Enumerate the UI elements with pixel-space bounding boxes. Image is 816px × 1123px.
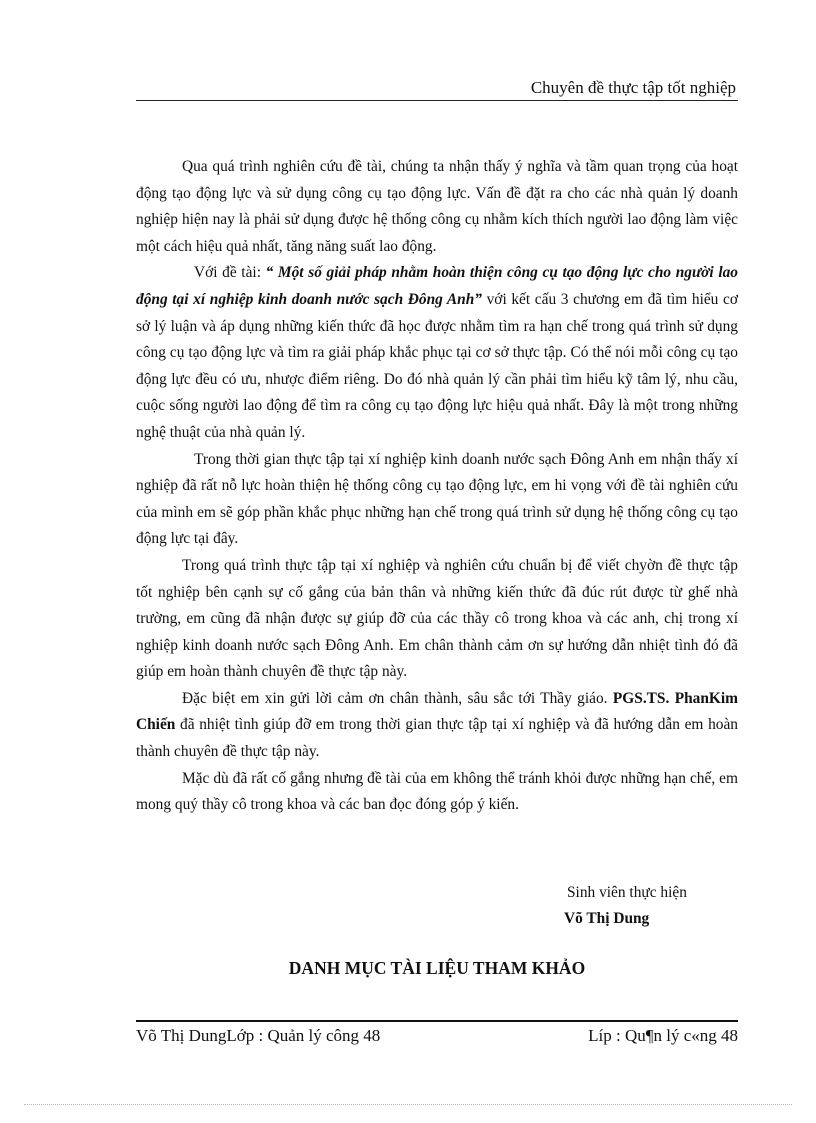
thesis-title: “ Một số giải pháp nhằm hoàn thiện công cụ tạo động lực cho người lao động tại xí nghiệp kinh doanh nước sạch Đông Anh” [136,264,739,308]
paragraph-2-intro: Với đề tài: [194,264,266,282]
signature-block [136,880,738,932]
document-body [136,154,738,819]
page-footer [136,1020,738,1045]
page-edge-divider [24,1104,792,1105]
paragraph-2-rest: với kết cấu 3 chương em đã tìm hiểu cơ sở lý luận và áp dụng những kiến thức đã học được nhằm tìm ra hạn chế trong quá trình sử dụng công cụ tạo động lực và tìm ra giải pháp khắc phục tại cơ sở thực tập. Có thể nói mỗi công cụ tạo động lực đều có ưu, nhược điểm riêng. Do đó nhà quản lý cần phải tìm hiểu kỹ tâm lý, nhu cầu, cuộc sống người lao động để tìm ra công cụ tạo động lực hiệu quả nhất. Đây là một trong những nghệ thuật của nhà quản lý. [136,290,738,441]
paragraph-5 [136,686,738,766]
advisor-name: PGS.TS. PhanKim Chiến [136,689,738,734]
paragraph-5-intro: Đặc biệt em xin gửi lời cảm ơn chân thành, sâu sắc tới Thầy giáo. [182,689,613,707]
references-heading: DANH MỤC TÀI LIỆU THAM KHẢO [288,958,586,978]
footer-right: Líp : Qu¶n lý c«ng 48 [588,1026,738,1045]
signature-role: Sinh viên thực hiện [567,884,687,901]
paragraph-3: Trong thời gian thực tập tại xí nghiệp kinh doanh nước sạch Đông Anh em nhận thấy xí nghiệp đã rất nỗ lực hoàn thiện hệ thống công cụ tạo động lực, em hi vọng với đề tài nghiên cứu của mình em sẽ góp phần khắc phục những hạn chế trong quá trình sử dụng hệ thống công cụ tạo động lực tại đây. [136,450,738,548]
header-title: Chuyên đề thực tập tốt nghiệp [530,78,736,97]
paragraph-1: Qua quá trình nghiên cứu đề tài, chúng ta nhận thấy ý nghĩa và tầm quan trọng của hoạt động tạo động lực và sử dụng công cụ tạo động lực. Vấn đề đặt ra cho các nhà quản lý doanh nghiệp hiện nay là phải sử dụng được hệ thống công cụ nhằm kích thích người lao động làm việc một cách hiệu quả nhất, tăng năng suất lao động. [136,158,738,255]
signature-name: Võ Thị Dung [564,910,650,927]
paragraph-2 [136,260,738,446]
paragraph-6: Mặc dù đã rất cố gắng nhưng đề tài của em không thể tránh khỏi được những hạn chế, em mong quý thầy cô trong khoa và các ban đọc đóng góp ý kiến. [136,769,738,814]
paragraph-5-rest: đã nhiệt tình giúp đỡ em trong thời gian thực tập tại xí nghiệp và đã hướng dẫn em hoàn thành chuyên đề thực tập này. [136,716,738,761]
footer-left: Võ Thị DungLớp : Quản lý công 48 [136,1026,381,1045]
page-header [136,74,738,101]
paragraph-4: Trong quá trình thực tập tại xí nghiệp và nghiên cứu chuẩn bị để viết chyờn đề thực tập tốt nghiệp bên cạnh sự cố gắng của bản thân và những kiến thức đã đúc rút được từ ghế nhà trường, em cũng đã nhận được sự giúp đỡ của các thầy cô trong khoa và các anh, chị trong xí nghiệp kinh doanh nước sạch Đông Anh. Em chân thành cảm ơn sự hướng dẫn nhiệt tình đó đã giúp em hoàn thành chuyên đề thực tập này. [136,556,738,681]
